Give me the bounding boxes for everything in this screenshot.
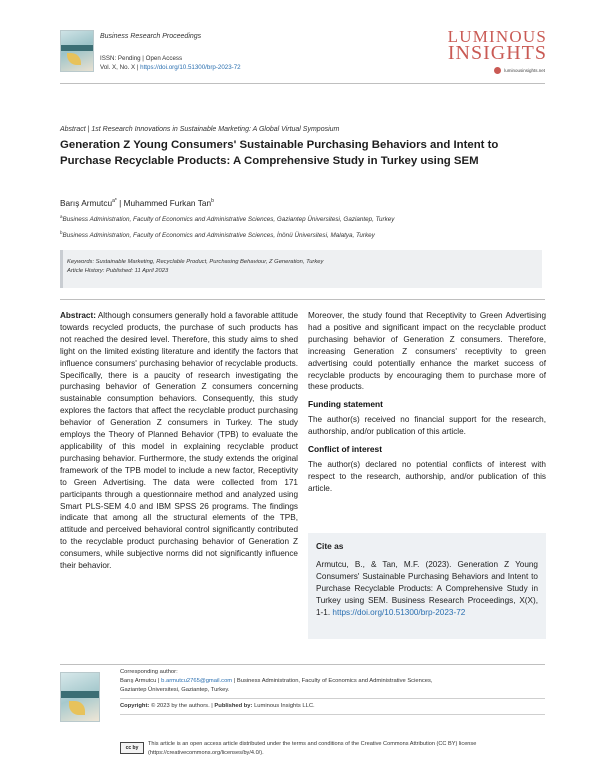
affiliation-b: [60, 230, 375, 239]
conflict-text: The author(s) declared no potential conflicts of interest with respect to the research, authorship, and/or publication of this article.: [308, 459, 546, 493]
volume-line: [100, 64, 241, 71]
conflict-heading: Conflict of interest: [308, 444, 382, 455]
issn-line: ISSN: Pending | Open Access: [100, 55, 183, 62]
article-history-line: Article History: Published: 11 April 2023: [67, 268, 169, 274]
funding-heading: Funding statement: [308, 399, 383, 410]
corresponding-line: [120, 678, 432, 684]
abstract-paragraph: [60, 310, 298, 572]
cite-as-box: [308, 533, 546, 639]
affiliation-b-text: Business Administration, Faculty of Economics and Administrative Sciences, İnönü Üniversitesi, Malatya, Turkey: [62, 232, 375, 240]
body-divider: [60, 299, 545, 300]
author-list: [60, 198, 214, 208]
footer-inner-divider: [120, 698, 545, 699]
paper-title: Generation Z Young Consumers' Sustainable Purchasing Behaviors and Intent to Purchase Recyclable Products: A Comprehensive Study in Turkey using SEM: [60, 139, 499, 167]
abstract-column: [60, 310, 298, 572]
author-2: Muhammed Furkan Tan: [123, 198, 212, 208]
cc-by-license-icon[interactable]: cc by: [120, 742, 144, 754]
funding-text: The author(s) received no financial support for the research, authorship, and/or publication of this article.: [308, 415, 546, 437]
author-separator: |: [116, 198, 124, 208]
logo-subtext: [494, 67, 545, 74]
cite-as-heading: Cite as: [316, 541, 344, 551]
logo-line-1: LUMINOUS: [447, 27, 547, 46]
citation-text: [316, 559, 538, 619]
keywords-box: [60, 250, 542, 288]
abstract-continuation: Moreover, the study found that Receptivity to Green Advertising had a positive and significant impact on the recyclable product purchasing behavior of Generation Z consumers. Therefore, increasing Generation Z consumers' receptivity to green advertising could potentially enhance the market success of recyclable products by encouraging them to purchase more of these products.: [308, 311, 546, 392]
corresponding-affiliation: | Business Administration, Faculty of Economics and Administrative Sciences,: [233, 678, 433, 684]
corresponding-label: Corresponding author:: [120, 669, 178, 675]
citation-reference: Armutcu, B., & Tan, M.F. (2023). Generation Z Young Consumers' Sustainable Purchasing Behaviors and Intent to Purchase Recyclable Products: A Comprehensive Study in Turkey using SEM. Business Research Proceedings, X(X), 1-1.: [316, 559, 538, 617]
abstract-text: Although consumers generally hold a favorable attitude towards recycled products, the purchase of such products has not reached the desired level. Therefore, this study aims to shed light on the limited existing literature and identify the factors that influence consumers' purchasing behavior of recyclable products. Specifically, there is a paucity of research investigating the purchasing behavior of Generation Z consumers concerning sustainable consumption behaviors. Consequently, this study explores the factors that affect the recyclable product purchasing behavior of Generation Z consumers in Turkey. The study employs the Theory of Planned Behavior (TPB) to evaluate the applicability of this model in explaining recyclable product purchasing behavior. Furthermore, the study extends the original framework of the TPB model to include a new factor, Receptivity to Green Advertising. The data were collected from 171 participants through a questionnaire method and analyzed using Smart PLS-SEM 4.0 and IBM SPSS 26 programs. The findings indicate that among all the structural elements of the TPB, attitude and perceived behavioral control significantly contributed to the recyclable product purchasing behavior of Generation Z consumers, while subjective norms did not significantly influence their behavior.: [60, 311, 298, 571]
logo-url: luminousinsights.net: [504, 68, 545, 73]
author-1-sup: a*: [112, 198, 117, 205]
author-2-sup: b: [211, 198, 214, 205]
publisher-logo: [448, 28, 547, 62]
footer-cover-thumbnail: [60, 672, 100, 722]
copyright-label: Copyright:: [120, 703, 150, 709]
citation-doi-link[interactable]: https://doi.org/10.51300/brp-2023-72: [332, 607, 466, 617]
publisher-name: Luminous Insights LLC.: [254, 703, 315, 709]
header-doi-link[interactable]: https://doi.org/10.51300/brp-2023-72: [140, 64, 241, 71]
volume-label: Vol. X, No. X |: [100, 64, 139, 71]
header-divider: [60, 83, 545, 84]
abstract-label: Abstract:: [60, 311, 96, 320]
corresponding-name: Barış Armutcu |: [120, 678, 160, 684]
footer-divider: [60, 664, 545, 665]
footer-inner-divider-2: [120, 714, 545, 715]
corresponding-email-link[interactable]: b.armutcu2765@gmail.com: [161, 678, 233, 684]
affiliation-a-text: Business Administration, Faculty of Economics and Administrative Sciences, Gaziantep Üniversitesi, Gaziantep, Turkey: [62, 216, 395, 224]
affiliation-a-sup: a: [60, 214, 63, 219]
logo-dot-icon: [494, 67, 501, 74]
abstract-conference-line: Abstract | 1st Research Innovations in Sustainable Marketing: A Global Virtual Symposium: [60, 126, 340, 133]
license-text: This article is an open access article distributed under the terms and conditions of the Creative Commons Attribution (CC BY) license (https://creativecommons.org/licenses/by/4.0/).: [148, 741, 477, 756]
keywords-line: Keywords: Sustainable Marketing, Recyclable Product, Purchasing Behaviour, Z Generation, Turkey: [67, 259, 324, 265]
journal-cover-thumbnail: [60, 30, 94, 72]
copyright-line: [120, 703, 315, 709]
affiliation-a: [60, 214, 394, 223]
right-column: [308, 310, 546, 495]
copyright-text: © 2023 by the authors. |: [150, 703, 213, 709]
journal-name: Business Research Proceedings: [100, 33, 202, 40]
corresponding-location: Gaziantep Üniversitesi, Gaziantep, Turkey.: [120, 687, 230, 693]
affiliation-b-sup: b: [60, 230, 63, 235]
published-label: Published by:: [214, 703, 253, 709]
logo-line-2: INSIGHTS: [447, 42, 547, 64]
author-1: Barış Armutcu: [60, 198, 113, 208]
